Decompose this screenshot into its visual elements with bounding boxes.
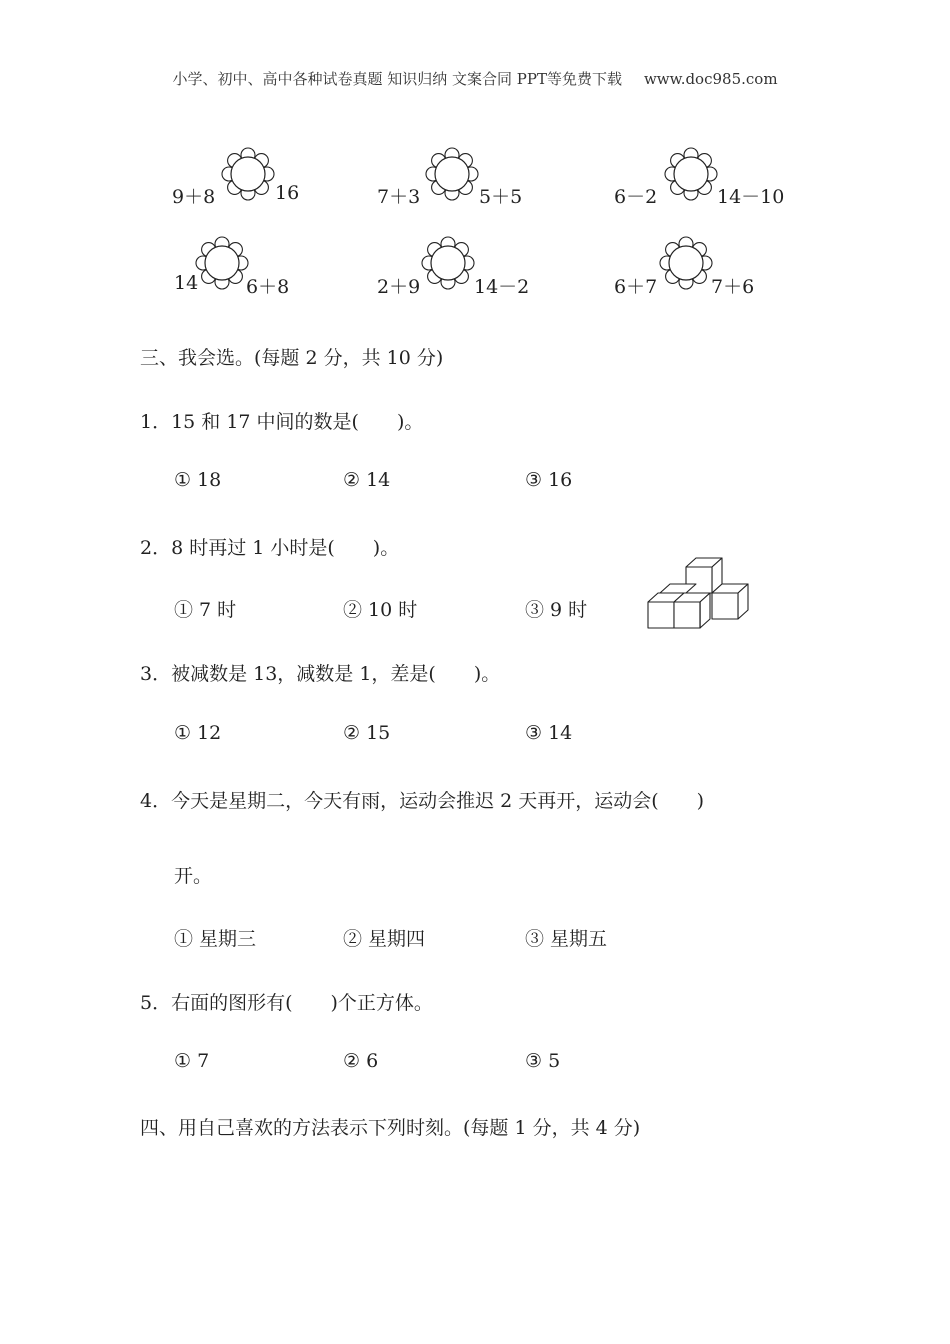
flower-blank-2[interactable] — [424, 146, 480, 202]
compare-right-1: 16 — [275, 182, 300, 204]
q5-option-2[interactable]: ② 6 — [343, 1050, 379, 1072]
flower-blank-4[interactable] — [194, 235, 250, 291]
compare-left-2: 7＋3 — [377, 186, 421, 208]
question-1: 1．15 和 17 中间的数是( )。 — [140, 411, 424, 433]
compare-left-4: 14 — [174, 272, 199, 294]
question-4: 4．今天是星期二，今天有雨，运动会推迟 2 天再开，运动会( ) — [140, 790, 705, 812]
flower-blank-1[interactable] — [220, 146, 276, 202]
section4-title: 四、用自己喜欢的方法表示下列时刻。(每题 1 分，共 4 分) — [140, 1117, 641, 1139]
q3-option-3[interactable]: ③ 14 — [525, 722, 573, 744]
question-3: 3．被减数是 13，减数是 1，差是( )。 — [140, 663, 501, 685]
page-header — [0, 68, 950, 89]
q1-option-2[interactable]: ② 14 — [343, 469, 391, 491]
q4-option-1[interactable]: ① 星期三 — [174, 928, 257, 950]
flower-blank-6[interactable] — [658, 235, 714, 291]
compare-right-4: 6＋8 — [246, 276, 290, 298]
q3-option-2[interactable]: ② 15 — [343, 722, 391, 744]
question-2: 2．8 时再过 1 小时是( )。 — [140, 537, 400, 559]
compare-right-5: 14－2 — [474, 276, 530, 298]
q5-option-3[interactable]: ③ 5 — [525, 1050, 561, 1072]
compare-left-5: 2＋9 — [377, 276, 421, 298]
header-site: www.doc985.com — [643, 70, 778, 88]
q3-option-1[interactable]: ① 12 — [174, 722, 222, 744]
compare-left-1: 9＋8 — [172, 186, 216, 208]
question-4-cont: 开。 — [174, 865, 213, 887]
q2-option-3[interactable]: ③ 9 时 — [525, 599, 588, 621]
flower-blank-5[interactable] — [420, 235, 476, 291]
compare-left-6: 6＋7 — [614, 276, 658, 298]
q4-option-2[interactable]: ② 星期四 — [343, 928, 426, 950]
q5-option-1[interactable]: ① 7 — [174, 1050, 210, 1072]
compare-left-3: 6－2 — [614, 186, 658, 208]
cubes-figure — [640, 556, 760, 640]
question-5: 5．右面的图形有( )个正方体。 — [140, 992, 433, 1014]
q1-option-1[interactable]: ① 18 — [174, 469, 222, 491]
header-text: 小学、初中、高中各种试卷真题 知识归纳 文案合同 PPT等免费下载 — [172, 70, 622, 88]
flower-blank-3[interactable] — [663, 146, 719, 202]
q2-option-1[interactable]: ① 7 时 — [174, 599, 237, 621]
compare-right-6: 7＋6 — [711, 276, 755, 298]
compare-right-2: 5＋5 — [479, 186, 523, 208]
section3-title: 三、我会选。(每题 2 分，共 10 分) — [140, 347, 444, 369]
q2-option-2[interactable]: ② 10 时 — [343, 599, 418, 621]
q1-option-3[interactable]: ③ 16 — [525, 469, 573, 491]
compare-right-3: 14－10 — [717, 186, 785, 208]
q4-option-3[interactable]: ③ 星期五 — [525, 928, 608, 950]
